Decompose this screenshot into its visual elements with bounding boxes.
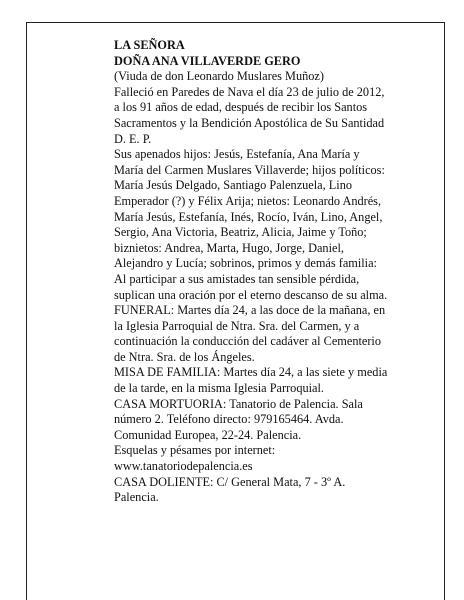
- text-line: María Jesús Delgado, Santiago Palenzuela, Lino: [114, 178, 353, 193]
- heading-name: DOÑA ANA VILLAVERDE GERO: [114, 53, 301, 68]
- text-line: Esquelas y pésames por internet:: [114, 443, 276, 458]
- text-line: biznietos: Andrea, Marta, Hugo, Jorge, Daniel,: [114, 240, 344, 255]
- text-line: (Viuda de don Leonardo Muslares Muñoz): [114, 69, 324, 84]
- text-line: Al participar a sus amistades tan sensible pérdida,: [114, 271, 360, 286]
- website-link[interactable]: www.tanatoriodepalencia.es: [114, 459, 253, 474]
- text-line: de la tarde, en la misma Iglesia Parroquial.: [114, 381, 324, 396]
- text-line: Palencia.: [114, 490, 159, 505]
- text-line: María del Carmen Muslares Villaverde; hijos políticos:: [114, 162, 385, 177]
- text-line: CASA DOLIENTE: C/ General Mata, 7 - 3º A.: [114, 474, 346, 489]
- text-line: D. E. P.: [114, 131, 152, 146]
- text-line: Sus apenados hijos: Jesús, Estefanía, Ana María y: [114, 147, 360, 162]
- obituary-notice: [114, 38, 432, 506]
- text-line: Alejandro y Lucía; sobrinos, primos y demás familia:: [114, 256, 377, 271]
- text-line: Falleció en Paredes de Nava el día 23 de julio de 2012,: [114, 84, 385, 99]
- text-line: la Iglesia Parroquial de Ntra. Sra. del Carmen, y a: [114, 318, 360, 333]
- text-line: Sergio, Ana Victoria, Beatriz, Alicia, Jaime y Toño;: [114, 225, 367, 240]
- text-line: FUNERAL: Martes día 24, a las doce de la mañana, en: [114, 303, 386, 318]
- text-line: CASA MORTUORIA: Tanatorio de Palencia. Sala: [114, 396, 363, 411]
- heading-title: LA SEÑORA: [114, 38, 185, 52]
- text-line: Sacramentos y la Bendición Apostólica de Su Santidad: [114, 115, 385, 130]
- text-line: Emperador (?) y Félix Arija; nietos: Leonardo Andrés,: [114, 193, 382, 208]
- text-line: suplican una oración por el eterno descanso de su alma.: [114, 287, 388, 302]
- text-line: continuación la conducción del cadáver al Cementerio: [114, 334, 382, 349]
- text-line: a los 91 años de edad, después de recibir los Santos: [114, 100, 368, 115]
- text-line: número 2. Teléfono directo: 979165464. Avda.: [114, 412, 344, 427]
- text-line: MISA DE FAMILIA: Martes día 24, a las siete y media: [114, 365, 388, 380]
- text-line: de Ntra. Sra. de los Ángeles.: [114, 349, 255, 364]
- text-line: Comunidad Europea, 22-24. Palencia.: [114, 427, 302, 442]
- text-line: María Jesús, Estefanía, Inés, Rocío, Iván, Lino, Angel,: [114, 209, 383, 224]
